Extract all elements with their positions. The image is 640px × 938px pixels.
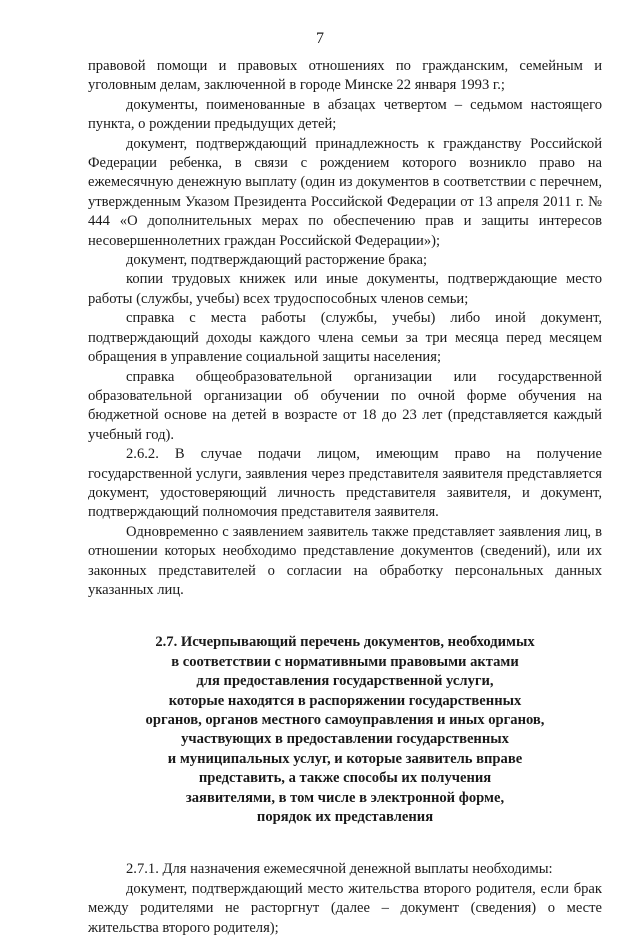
heading-line: которые находятся в распоряжении государственных xyxy=(168,692,522,709)
paragraph: справка общеобразовательной организации или государственной образовательной организации об обучении по очной форме обучения на бюджетной основе на детей в возрасте от 18 до 23 лет (представляется каждый учебный год). xyxy=(88,368,602,443)
paragraph: справка с места работы (службы, учебы) либо иной документ, подтверждающий доходы каждого члена семьи за три месяца перед месяцем обращения в управление социальной защиты населения; xyxy=(88,310,602,366)
paragraph: Одновременно с заявлением заявитель также представляет заявления лиц, в отношении которых необходимо представление документов (сведений), или их законных представителей о согласии на обработку персональных данных указанных лиц. xyxy=(88,523,602,598)
section-heading-2-7 xyxy=(88,633,602,827)
heading-line: 2.7. Исчерпывающий перечень документов, необходимых xyxy=(155,634,535,651)
paragraph: 2.6.2. В случае подачи лицом, имеющим право на получение государственной услуги, заявления через представителя заявителя представляется документ, удостоверяющий личность представителя заявителя, и документ, подтверждающий полномочия представителя заявителя. xyxy=(88,446,602,521)
heading-line: представить, а также способы их получения xyxy=(198,770,492,787)
paragraphs-before-heading xyxy=(88,57,602,600)
paragraph: правовой помощи и правовых отношениях по гражданским, семейным и уголовным делам, заключенной в городе Минске 22 января 1993 г.; xyxy=(88,58,602,94)
paragraph: копии трудовых книжек или иные документы, подтверждающие место работы (службы, учебы) всех трудоспособных членов семьи; xyxy=(88,271,602,307)
paragraph: документ, подтверждающий принадлежность к гражданству Российской Федерации ребенка, в связи с рождением которого возникло право на ежемесячную денежную выплату (один из документов в соответствии с перечнем, утвержденным Указом Президента Российской Федерации от 13 апреля 2011 г. № 444 «О дополнительных мерах по обеспечению прав и защиты интересов несовершеннолетних граждан Российской Федерации»); xyxy=(88,135,602,249)
heading-line: для предоставления государственной услуги, xyxy=(196,673,494,690)
heading-line: в соответствии с нормативными правовыми актами xyxy=(171,653,519,670)
paragraph: 2.7.1. Для назначения ежемесячной денежной выплаты необходимы: xyxy=(126,861,553,878)
heading-line: и муниципальных услуг, и которые заявитель вправе xyxy=(167,750,523,767)
heading-line: порядок их представления xyxy=(256,809,434,826)
document-body xyxy=(88,57,602,938)
paragraph: документы, поименованные в абзацах четвертом – седьмом настоящего пункта, о рождении предыдущих детей; xyxy=(88,96,602,133)
heading-line: участвующих в предоставлении государственных xyxy=(181,731,509,748)
paragraph: документ, подтверждающий расторжение брака; xyxy=(126,252,428,269)
paragraph: документ, подтверждающий место жительства второго родителя, если брак между родителями не расторгнут (далее – документ (сведения) о месте жительства второго родителя); xyxy=(88,880,602,936)
page-number: 7 xyxy=(316,30,324,47)
paragraphs-after-heading xyxy=(88,860,602,938)
heading-line: органов, органов местного самоуправления и иных органов, xyxy=(145,712,545,728)
heading-line: заявителями, в том числе в электронной форме, xyxy=(185,789,505,806)
